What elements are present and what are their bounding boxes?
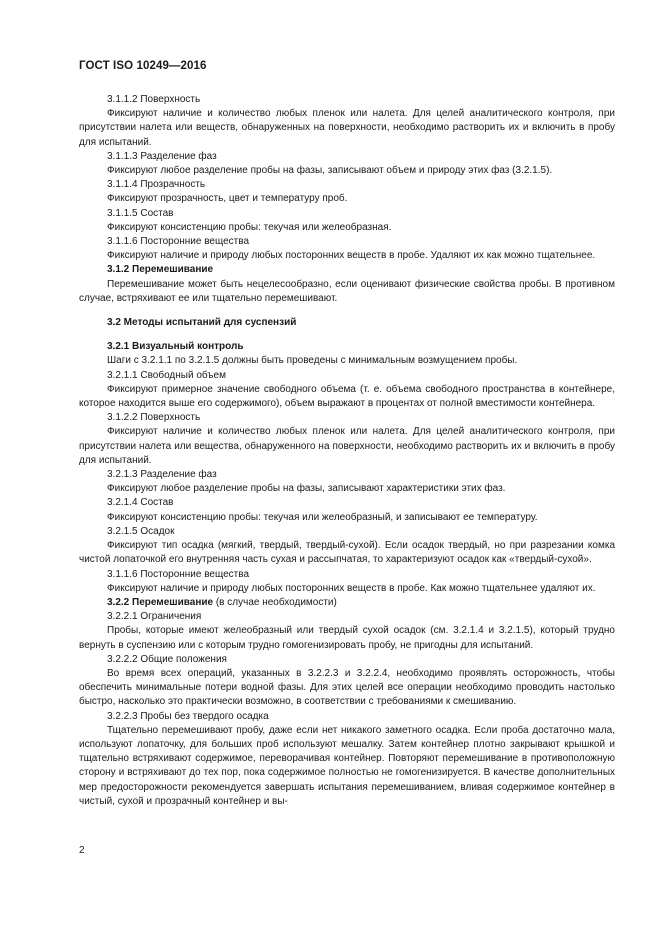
section-heading: 3.1.1.2 Поверхность [107,94,201,105]
page-number: 2 [79,845,85,856]
paragraph: Фиксируют примерное значение свободного объема (т. е. объема свободного пространства в контейнере, которое находится выше его содержимого), объем выражают в процентах от полной вместимости контейнера. [79,383,615,410]
paragraph: Фиксируют тип осадка (мягкий, твердый, твердый-сухой). Если осадок твердый, но при разрезании комка чистой лопаточкой его внутренняя часть сухая и рассыпчатая, то характеризуют осадок как «твердый-сухой». [79,540,615,566]
section-heading: 3.1.1.5 Состав [107,207,174,219]
paragraph: Перемешивание может быть нецелесообразно, если оценивают физические свойства пробы. В противном случае, встряхивают ее или тщательно перемешивают. [79,278,615,304]
section-heading: 3.2.1.3 Разделение фаз [107,469,217,481]
heading-text: 3.2.1 Визуальный контроль [107,341,244,353]
section-heading: 3.2.1.5 Осадок [107,525,175,537]
paragraph: Во время всех операций, указанных в 3.2.2.3 и 3.2.2.4, необходимо проявлять осторожность, чтобы обеспечить минимальные потери водной фазы. Для этих целей все операции необходимо проводить настолько быстро, насколько это практически возможно, в соответствии с требованиями к смешиванию. [79,667,615,708]
document-header: ГОСТ ISO 10249—2016 [79,60,207,72]
section-heading: 3.1.1.6 Посторонние вещества [107,236,250,248]
bold-section-heading [79,596,615,610]
heading-text: 3.2.2 Перемешивание [107,596,214,608]
paragraph: Шаги с 3.2.1.1 по 3.2.1.5 должны быть проведены с минимальным возмущением пробы. [107,355,518,367]
document-body [79,93,615,809]
paragraph: Тщательно перемешивают пробу, даже если нет никакого заметного осадка. Если проба достаточно мала, используют лопаточку, для больших проб используют мешалку. Затем контейнер плотно закрывают крышкой и тщательно встряхивают содержимое, переворачивая контейнер. Повторяют перемешивание в противоположную сторону и встряхивают до тех пор, пока содержимое полностью не гомогенизируется. В качестве дополнительных мер предосторожности рекомендуется завершать испытания перемешиванием, вливая содержимое контейнер в чистый, сухой и прозрачный контейнер и вы- [79,724,615,807]
heading-text: 3.2 Методы испытаний для суспензий [107,317,297,329]
paragraph: Фиксируют любое разделение пробы на фазы, записывают объем и природу этих фаз (3.2.1.5). [107,165,553,177]
section-heading: 3.2.2.2 Общие положения [107,653,227,665]
paragraph: Фиксируют консистенцию пробы: текучая или желеобразная. [107,221,392,233]
section-heading: 3.1.1.6 Посторонние вещества [107,568,250,580]
paragraph: Фиксируют любое разделение пробы на фазы, записывают характеристики этих фаз. [107,483,506,495]
section-heading: 3.2.1.1 Свободный объем [107,369,226,381]
section-heading: 3.1.1.4 Прозрачность [107,179,206,191]
section-heading: 3.1.2.2 Поверхность [107,412,201,424]
paragraph: Фиксируют консистенцию пробы: текучая или желеобразный, и записывают ее температуру. [107,511,538,523]
paragraph: Фиксируют наличие и количество любых пленок или налета. Для целей аналитического контроля, при присутствии налета или веществ, обнаруженных на поверхности, необходимо растворить их и включить в пробу для испытаний. [79,108,615,148]
paragraph: Фиксируют наличие и количество любых пленок или налета. Для целей аналитического контроля, при присутствии налета или вещества, обнаруженного на поверхности, необходимо растворить их и включить в пробу для испытаний. [79,426,615,466]
section-heading: 3.2.1.4 Состав [107,497,174,509]
section-heading: 3.1.1.3 Разделение фаз [107,150,217,162]
bold-section-heading [79,316,615,330]
heading-suffix: (в случае необходимости) [213,596,337,608]
heading-text: 3.1.2 Перемешивание [107,264,214,276]
bold-section-heading [79,340,615,354]
bold-section-heading [79,263,615,277]
section-heading: 3.2.2.1 Ограничения [107,611,202,623]
paragraph: Пробы, которые имеют желеобразный или твердый сухой осадок (см. 3.2.1.4 и 3.2.1.5), который трудно вернуть в суспензию или с которым трудно гомогенизировать пробу, не пригодны для испытаний. [79,625,615,651]
paragraph: Фиксируют наличие и природу любых посторонних веществ в пробе. Удаляют их как можно тщательнее. [107,250,596,262]
section-heading: 3.2.2.3 Пробы без твердого осадка [107,710,269,722]
paragraph: Фиксируют прозрачность, цвет и температуру проб. [107,193,348,205]
paragraph: Фиксируют наличие и природу любых посторонних веществ в пробе. Как можно тщательнее удаляют их. [107,582,596,594]
